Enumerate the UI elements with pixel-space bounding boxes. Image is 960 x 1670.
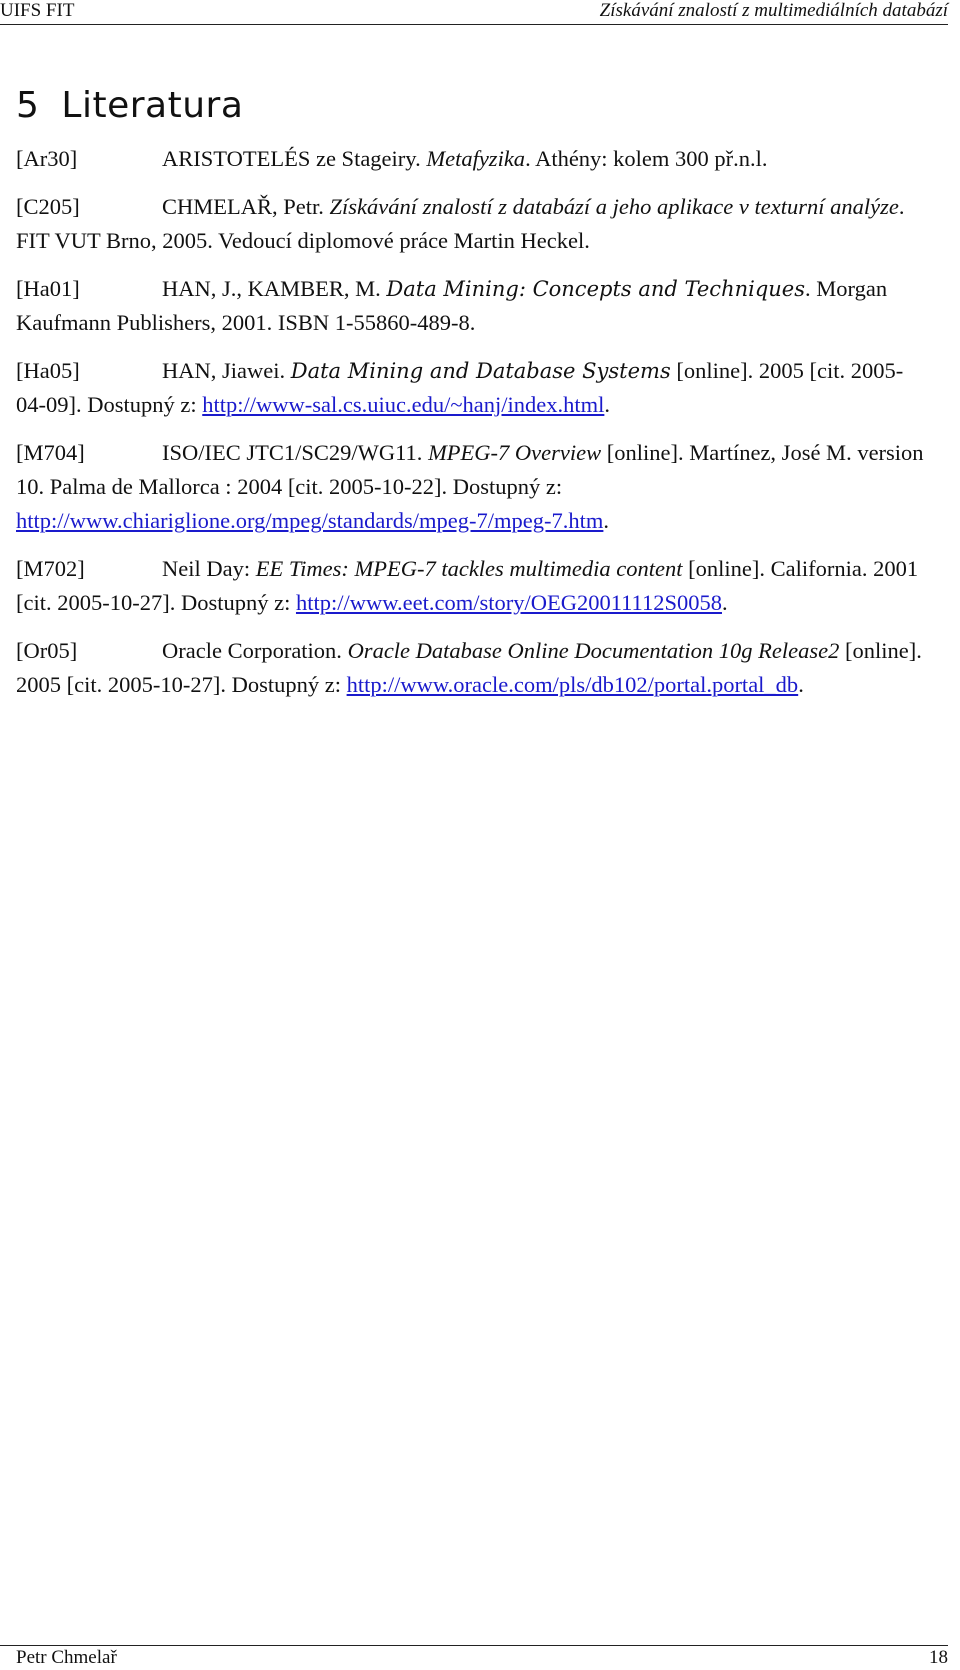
- section-heading: [16, 84, 243, 128]
- reference-item: [16, 634, 926, 702]
- reference-key: [Ha01]: [16, 276, 80, 301]
- reference-item: [16, 190, 926, 258]
- reference-key: [M702]: [16, 556, 85, 581]
- reference-details: [online]. 2005 [cit. 2005-10-27]. Dostupný z:: [16, 638, 922, 697]
- reference-url-link[interactable]: http://www.chiariglione.org/mpeg/standards/mpeg-7/mpeg-7.htm: [16, 508, 604, 533]
- reference-details: . Morgan Kaufmann Publishers, 2001. ISBN 1-55860-489-8.: [16, 276, 888, 335]
- reference-title: MPEG-7 Overview: [428, 440, 602, 465]
- reference-end: .: [798, 672, 804, 697]
- section-title: Literatura: [61, 85, 244, 126]
- reference-details: . FIT VUT Brno, 2005. Vedoucí diplomové práce Martin Heckel.: [16, 194, 905, 253]
- reference-item: [16, 552, 926, 620]
- section-number: 5: [16, 85, 40, 126]
- reference-authors: Oracle Corporation.: [162, 638, 348, 663]
- page-number: 18: [929, 1647, 948, 1668]
- reference-key: [Ha05]: [16, 358, 80, 383]
- reference-url-link[interactable]: http://www-sal.cs.uiuc.edu/~hanj/index.html: [202, 392, 605, 417]
- reference-title: Data Mining: Concepts and Techniques: [386, 277, 806, 301]
- reference-key: [C205]: [16, 194, 80, 219]
- reference-authors: ISO/IEC JTC1/SC29/WG11.: [162, 440, 429, 465]
- reference-authors: ARISTOTELÉS ze Stageiry.: [162, 146, 427, 171]
- reference-details: [online]. 2005 [cit. 2005-04-09]. Dostupný z:: [16, 358, 904, 417]
- reference-url-link[interactable]: http://www.oracle.com/pls/db102/portal.portal_db: [346, 672, 799, 697]
- reference-list: [16, 142, 926, 716]
- running-header: [0, 0, 948, 25]
- reference-title: Data Mining and Database Systems: [290, 359, 671, 383]
- header-right-title: Získávání znalostí z multimediálních databází: [599, 0, 948, 21]
- reference-end: .: [721, 590, 728, 615]
- footer-author: Petr Chmelař: [16, 1647, 117, 1668]
- reference-authors: HAN, J., KAMBER, M.: [162, 276, 387, 301]
- reference-authors: CHMELAŘ, Petr.: [162, 194, 330, 219]
- reference-title: Získávání znalostí z databází a jeho aplikace v texturní analýze: [329, 194, 899, 219]
- reference-key: [Ar30]: [16, 146, 78, 171]
- reference-end: .: [604, 392, 610, 417]
- reference-item: [16, 272, 926, 340]
- reference-key: [Or05]: [16, 638, 78, 663]
- reference-end: .: [603, 508, 610, 533]
- reference-title: EE Times: MPEG-7 tackles multimedia content: [255, 556, 683, 581]
- reference-url-link[interactable]: http://www.eet.com/story/OEG20011112S0058: [295, 590, 722, 615]
- reference-authors: HAN, Jiawei.: [162, 358, 291, 383]
- reference-details: . Athény: kolem 300 př.n.l.: [525, 146, 768, 171]
- running-footer: [0, 1645, 948, 1670]
- reference-title: Metafyzika: [426, 146, 526, 171]
- header-left-text: UIFS FIT: [0, 0, 75, 21]
- reference-item: [16, 436, 926, 538]
- reference-key: [M704]: [16, 440, 85, 465]
- reference-item: [16, 142, 926, 176]
- reference-title: Oracle Database Online Documentation 10g Release2: [347, 638, 840, 663]
- reference-item: [16, 354, 926, 422]
- reference-details: [online]. Martínez, José M. version 10. Palma de Mallorca : 2004 [cit. 2005-10-22]. Dostupný z:: [16, 440, 924, 499]
- reference-details: [online]. California. 2001 [cit. 2005-10-27]. Dostupný z:: [16, 556, 919, 615]
- reference-authors: Neil Day:: [162, 556, 256, 581]
